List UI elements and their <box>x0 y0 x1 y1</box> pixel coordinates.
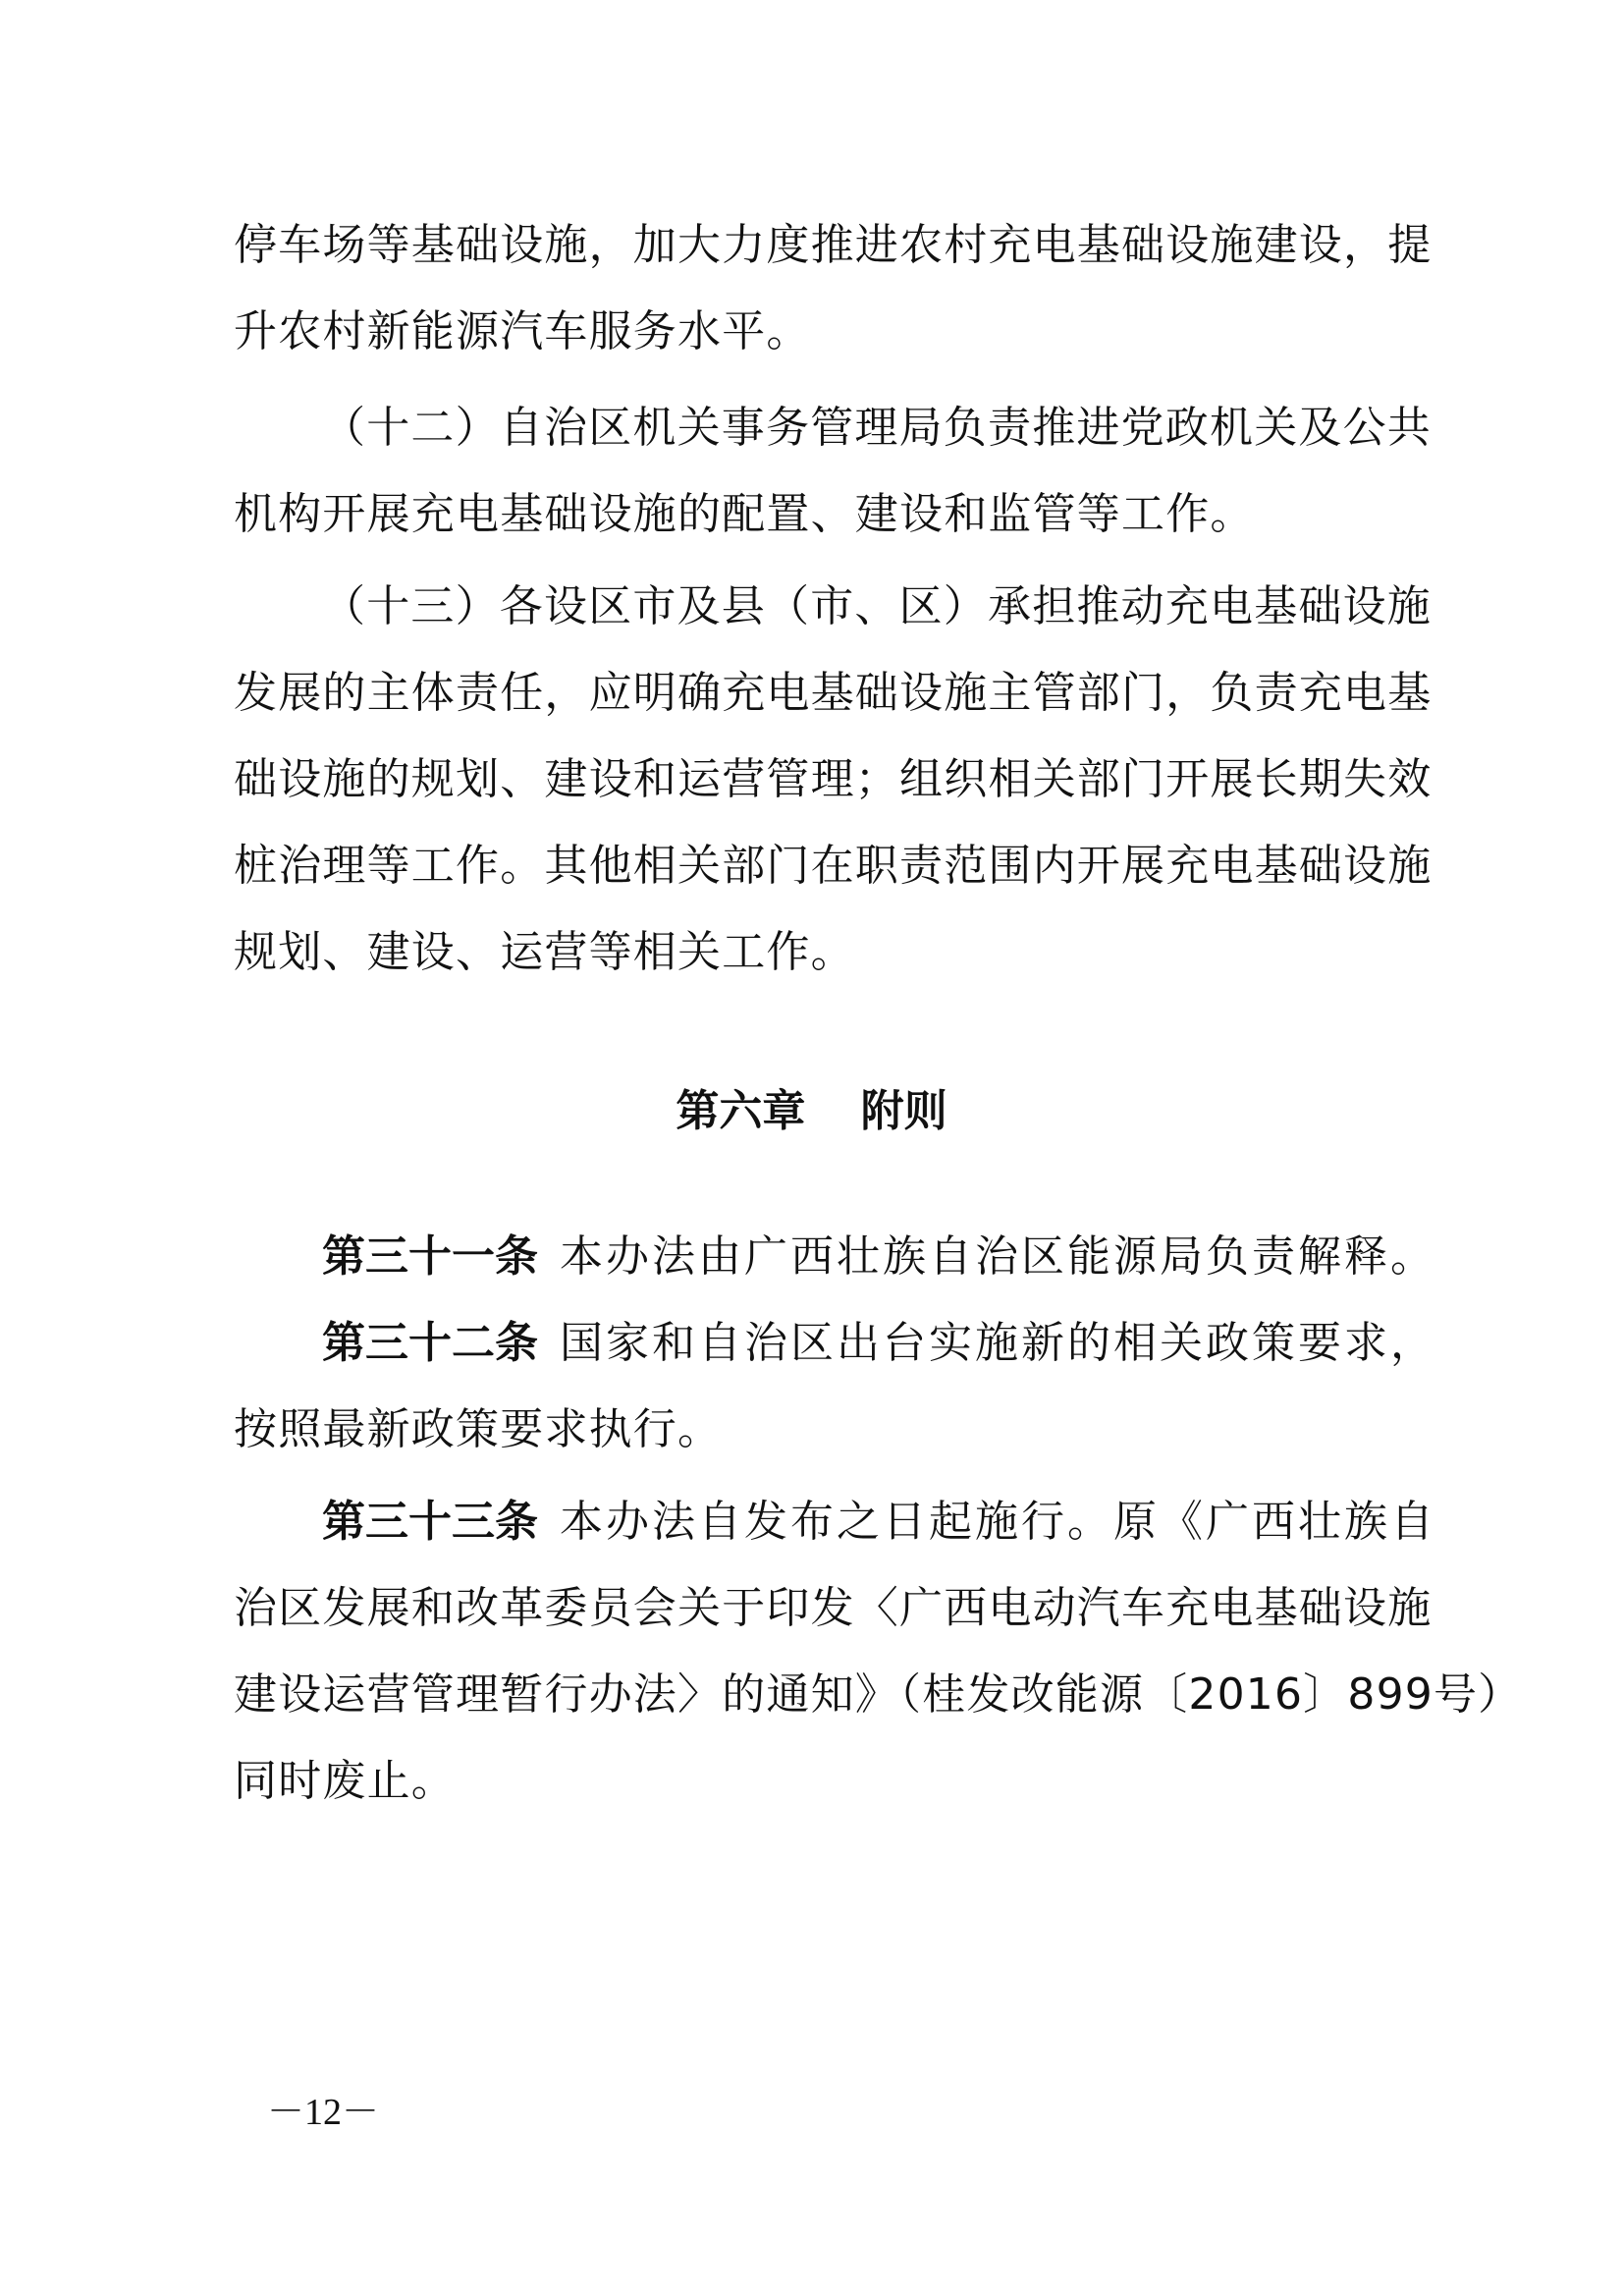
article-32 <box>322 1314 1436 1373</box>
body-text-line: 建设运营管理暂行办法〉的通知》（桂发改能源〔2016〕899号） <box>234 1669 1523 1720</box>
article-text: 国家和自治区出台实施新的相关政策要求， <box>560 1318 1436 1368</box>
article-number: 第三十二条 <box>322 1319 538 1367</box>
body-text-line: 础设施的规划、建设和运营管理；组织相关部门开展长期失效 <box>234 754 1433 804</box>
article-text: 本办法自发布之日起施行。原《广西壮族自 <box>560 1497 1436 1547</box>
body-text-line: 按照最新政策要求执行。 <box>234 1404 723 1454</box>
page-number: －12－ <box>267 2092 380 2133</box>
body-text-line: 治区发展和改革委员会关于印发〈广西电动汽车充电基础设施 <box>234 1583 1433 1633</box>
body-text-line: 停车场等基础设施，加大力度推进农村充电基础设施建设，提 <box>234 220 1433 270</box>
body-text-line: （十二）自治区机关事务管理局负责推进党政机关及公共 <box>322 403 1432 453</box>
body-text-line: 升农村新能源汽车服务水平。 <box>234 306 811 356</box>
article-text: 本办法由广西壮族自治区能源局负责解释。 <box>560 1231 1436 1282</box>
body-text-line: 规划、建设、运营等相关工作。 <box>234 927 855 977</box>
body-text-line: 机构开展充电基础设施的配置、建设和监管等工作。 <box>234 489 1255 539</box>
body-text-line: 同时废止。 <box>234 1756 456 1806</box>
article-number: 第三十一条 <box>322 1232 538 1281</box>
article-number: 第三十三条 <box>322 1498 538 1546</box>
chapter-title: 第六章 附则 <box>676 1087 947 1135</box>
body-text-line: （十三）各设区市及县（市、区）承担推动充电基础设施 <box>322 581 1432 631</box>
article-33 <box>322 1493 1436 1552</box>
body-text-line: 发展的主体责任，应明确充电基础设施主管部门，负责充电基 <box>234 668 1433 718</box>
article-31 <box>322 1228 1436 1286</box>
body-text-line: 桩治理等工作。其他相关部门在职责范围内开展充电基础设施 <box>234 841 1433 891</box>
